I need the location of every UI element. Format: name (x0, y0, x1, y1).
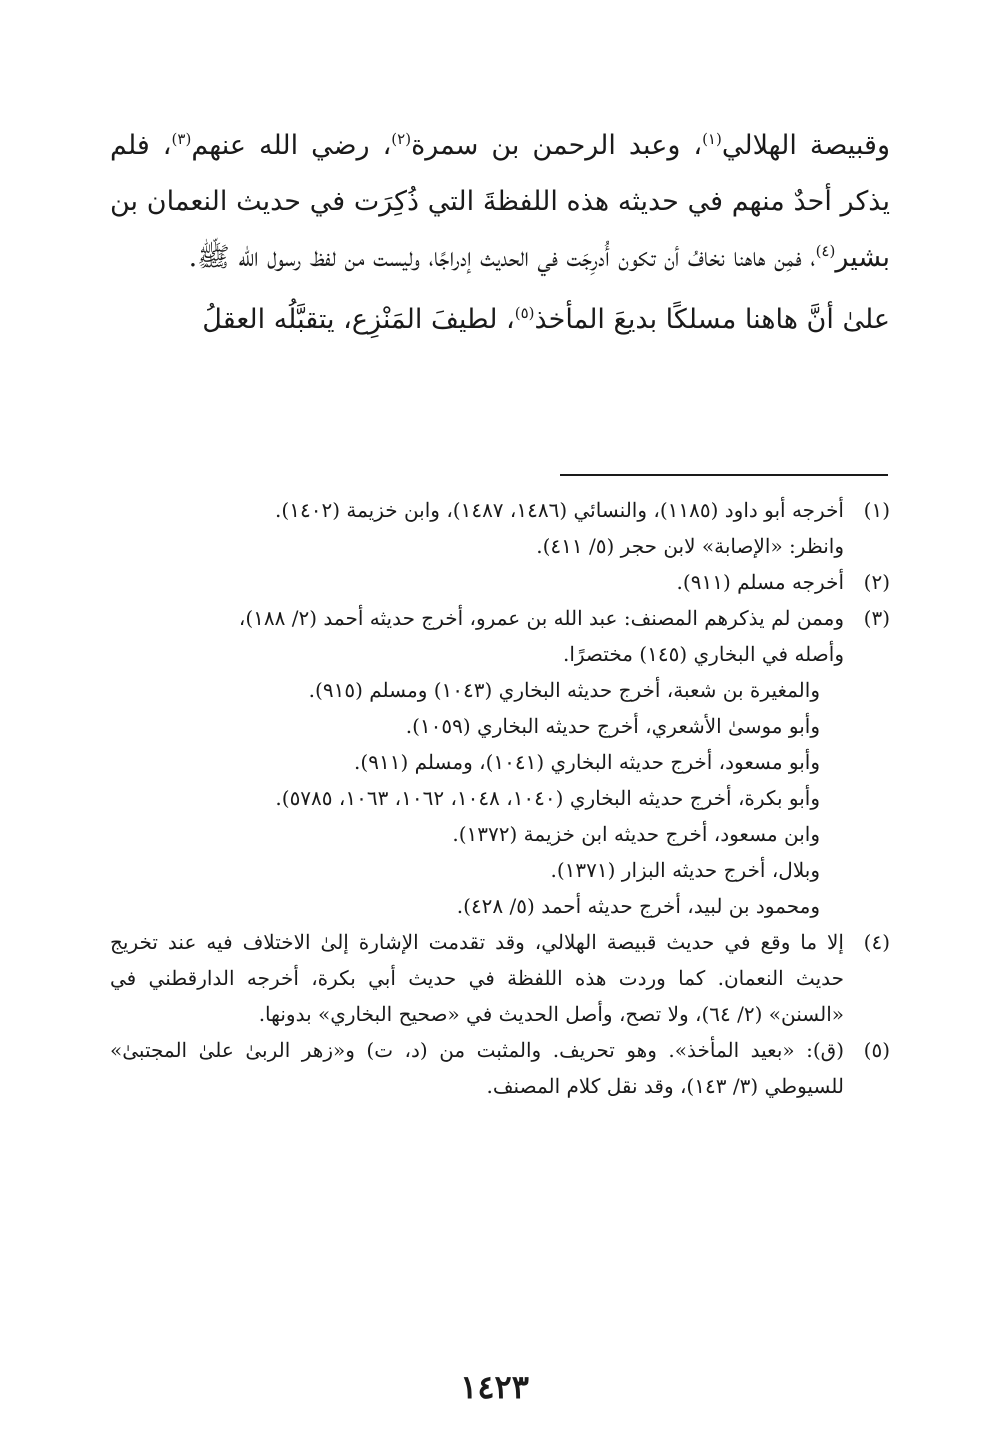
footnote-line: أخرجه أبو داود (١١٨٥)، والنسائي (١٤٨٦، ١٤٨٧)، وابن خزيمة (١٤٠٢). (275, 498, 844, 522)
footnote-line: وممن لم يذكرهم المصنف: عبد الله بن عمرو، أخرج حديثه أحمد (٢/ ١٨٨)، (238, 606, 844, 630)
paragraph-2 (110, 292, 890, 348)
footnote-line: ومحمود بن لبيد، أخرج حديثه أحمد (٥/ ٤٢٨). (456, 894, 820, 918)
footnote-number: (٣) (863, 606, 890, 630)
footnotes (110, 492, 890, 1104)
main-text (110, 118, 890, 348)
footnote-line: وانظر: «الإصابة» لابن حجر (٥/ ٤١١). (536, 534, 844, 558)
footnote-line: وأبو مسعود، أخرج حديثه البخاري (١٠٤١)، ومسلم (٩١١). (354, 750, 820, 774)
paragraph-1 (110, 118, 890, 286)
footnote-2 (110, 564, 890, 600)
footnote-number: (١) (863, 498, 890, 522)
footnote-5 (110, 1032, 890, 1104)
text-run: ، فلم يذكر أحدٌ منهم في حديثه هذه اللفظةَ التي ذُكِرَت في حديث النعمان بن بشير (110, 130, 890, 273)
footnote-line: وابن مسعود، أخرج حديثه ابن خزيمة (١٣٧٢). (452, 822, 820, 846)
footnote-number: (٢) (863, 570, 890, 594)
footnote-line: وأصله في البخاري (١٤٥) مختصرًا. (562, 642, 844, 666)
text-run: علىٰ أنَّ هاهنا مسلكًا بديعَ المأخذ (534, 304, 890, 335)
text-run: ، رضي الله عنهم (191, 130, 392, 161)
footnote-divider (560, 474, 888, 476)
footnote-line: وبلال، أخرج حديثه البزار (١٣٧١). (550, 858, 820, 882)
footnote-line: أخرجه مسلم (٩١١). (676, 570, 844, 594)
footnote-ref-4[interactable]: (٤) (815, 242, 836, 260)
text-run: وقبيصة الهلالي (721, 130, 890, 161)
footnote-number: (٤) (863, 930, 890, 954)
text-run: ، فمِن هاهنا نخافُ أن تكون أُدرِجَت في الحديث إدراجًا، وليست من لفظ رسول الله ﷺ. (188, 242, 816, 273)
footnote-body (110, 600, 844, 924)
footnote-ref-1[interactable]: (١) (702, 130, 722, 148)
footnote-4 (110, 924, 890, 1032)
footnote-ref-2[interactable]: (٢) (391, 130, 412, 148)
footnote-body (110, 492, 844, 564)
footnote-1 (110, 492, 890, 564)
footnote-body (110, 564, 844, 600)
footnote-body: (ق): «بعيد المأخذ». وهو تحريف. والمثبت من (د، ت) و«زهر الربىٰ علىٰ المجتبىٰ» للسيوطي (٣/ ١٤٣)، وقد نقل كلام المصنف. (110, 1038, 844, 1098)
footnote-line: والمغيرة بن شعبة، أخرج حديثه البخاري (١٠٤٣) ومسلم (٩١٥). (308, 678, 820, 702)
text-run: ، وعبد الرحمن بن سمرة (411, 130, 703, 161)
footnote-3 (110, 600, 890, 924)
footnote-ref-3[interactable]: (٣) (171, 130, 192, 148)
footnote-line: وأبو بكرة، أخرج حديثه البخاري (١٠٤٠، ١٠٤٨، ١٠٦٢، ١٠٦٣، ٥٧٨٥). (275, 786, 820, 810)
page-number: ١٤٢٣ (460, 1368, 529, 1406)
footnote-ref-5[interactable]: (٥) (514, 304, 535, 322)
text-run: ، لطيفَ المَنْزِع، يتقبَّلُه العقلُ (202, 304, 515, 335)
footnote-number: (٥) (863, 1038, 890, 1062)
footnote-body: إلا ما وقع في حديث قبيصة الهلالي، وقد تقدمت الإشارة إلىٰ الاختلاف فيه عند تخريج حديث النعمان. كما وردت هذه اللفظة في حديث أبي بكرة، أخرجه الدارقطني في «السنن» (٢/ ٦٤)، ولا تصح، وأصل الحديث في «صحيح البخاري» بدونها. (110, 930, 844, 1026)
footnote-line: وأبو موسىٰ الأشعري، أخرج حديثه البخاري (١٠٥٩). (405, 714, 820, 738)
